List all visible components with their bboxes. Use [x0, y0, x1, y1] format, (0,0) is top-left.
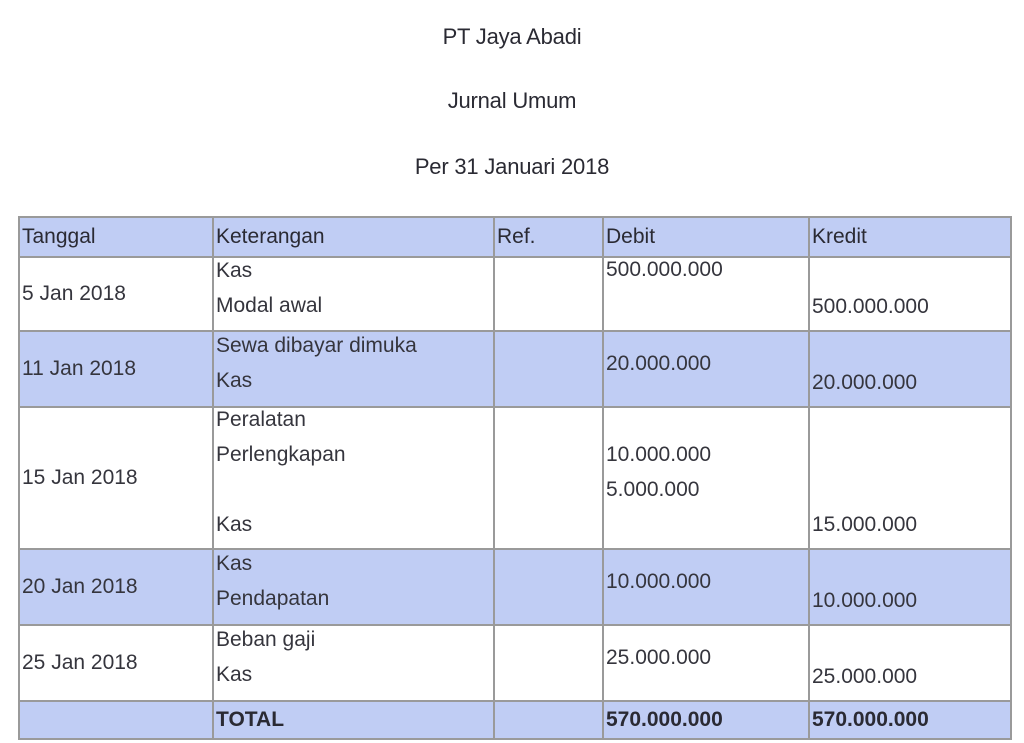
table-header-row — [19, 217, 1011, 257]
date-cell: 15 Jan 2018 — [19, 407, 213, 549]
account-line: Modal awal — [216, 294, 323, 317]
account-line: Kas — [216, 513, 253, 536]
ref-cell — [494, 407, 603, 549]
col-header-ref: Ref. — [494, 217, 603, 257]
description-cell — [213, 257, 494, 331]
debit-amount: 500.000.000 — [606, 258, 723, 281]
debit-amount: 10.000.000 — [606, 569, 712, 593]
col-header-debit: Debit — [603, 217, 809, 257]
kredit-amount — [812, 353, 1008, 371]
date-cell: 25 Jan 2018 — [19, 625, 213, 701]
kredit-cell — [809, 549, 1011, 625]
total-date-cell — [19, 701, 213, 739]
ref-cell — [494, 331, 603, 407]
account-line: Kas — [216, 552, 253, 575]
table-row — [19, 257, 1011, 331]
table-row — [19, 549, 1011, 625]
kredit-cell — [809, 625, 1011, 701]
description-cell — [213, 331, 494, 407]
kredit-amount: 15.000.000 — [812, 513, 918, 536]
kredit-amount — [812, 571, 1008, 589]
debit-cell — [603, 257, 809, 331]
debit-cell — [603, 331, 809, 407]
total-label: TOTAL — [213, 701, 494, 739]
total-row — [19, 701, 1011, 739]
kredit-cell — [809, 257, 1011, 331]
kredit-amount: 10.000.000 — [812, 589, 918, 612]
col-header-kredit: Kredit — [809, 217, 1011, 257]
account-line: Kas — [216, 369, 253, 392]
debit-amount: 5.000.000 — [606, 478, 700, 501]
debit-amount: 25.000.000 — [606, 645, 712, 669]
total-debit: 570.000.000 — [603, 701, 809, 739]
report-title: Jurnal Umum — [447, 88, 577, 113]
col-header-tanggal: Tanggal — [19, 217, 213, 257]
description-cell — [213, 625, 494, 701]
debit-cell — [603, 625, 809, 701]
col-header-keterangan: Keterangan — [213, 217, 494, 257]
ref-cell — [494, 257, 603, 331]
description-cell — [213, 549, 494, 625]
kredit-amount: 20.000.000 — [812, 371, 918, 394]
report-period: Per 31 Januari 2018 — [414, 154, 610, 179]
date-cell: 11 Jan 2018 — [19, 331, 213, 407]
kredit-cell — [809, 331, 1011, 407]
debit-amount — [606, 293, 806, 328]
kredit-amount: 25.000.000 — [812, 665, 918, 688]
account-line: Beban gaji — [216, 628, 316, 651]
company-name: PT Jaya Abadi — [442, 24, 582, 49]
journal-table — [18, 216, 1012, 740]
debit-cell — [603, 407, 809, 549]
total-ref-cell — [494, 701, 603, 739]
date-cell: 20 Jan 2018 — [19, 549, 213, 625]
kredit-cell — [809, 407, 1011, 549]
debit-amount: 20.000.000 — [606, 351, 712, 375]
date-cell: 5 Jan 2018 — [19, 257, 213, 331]
account-line: Pendapatan — [216, 587, 330, 610]
account-line — [216, 478, 491, 513]
ref-cell — [494, 625, 603, 701]
description-cell — [213, 407, 494, 549]
account-line: Perlengkapan — [216, 443, 346, 466]
account-line: Kas — [216, 663, 253, 686]
account-line: Peralatan — [216, 408, 306, 431]
debit-cell — [603, 549, 809, 625]
kredit-amount — [812, 260, 1008, 295]
table-row — [19, 625, 1011, 701]
table-row — [19, 331, 1011, 407]
total-kredit: 570.000.000 — [809, 701, 1011, 739]
debit-amount: 10.000.000 — [606, 443, 712, 466]
kredit-amount: 500.000.000 — [812, 295, 929, 318]
ref-cell — [494, 549, 603, 625]
kredit-amount — [812, 647, 1008, 665]
account-line: Sewa dibayar dimuka — [216, 334, 417, 357]
table-row — [19, 407, 1011, 549]
account-line: Kas — [216, 259, 253, 282]
